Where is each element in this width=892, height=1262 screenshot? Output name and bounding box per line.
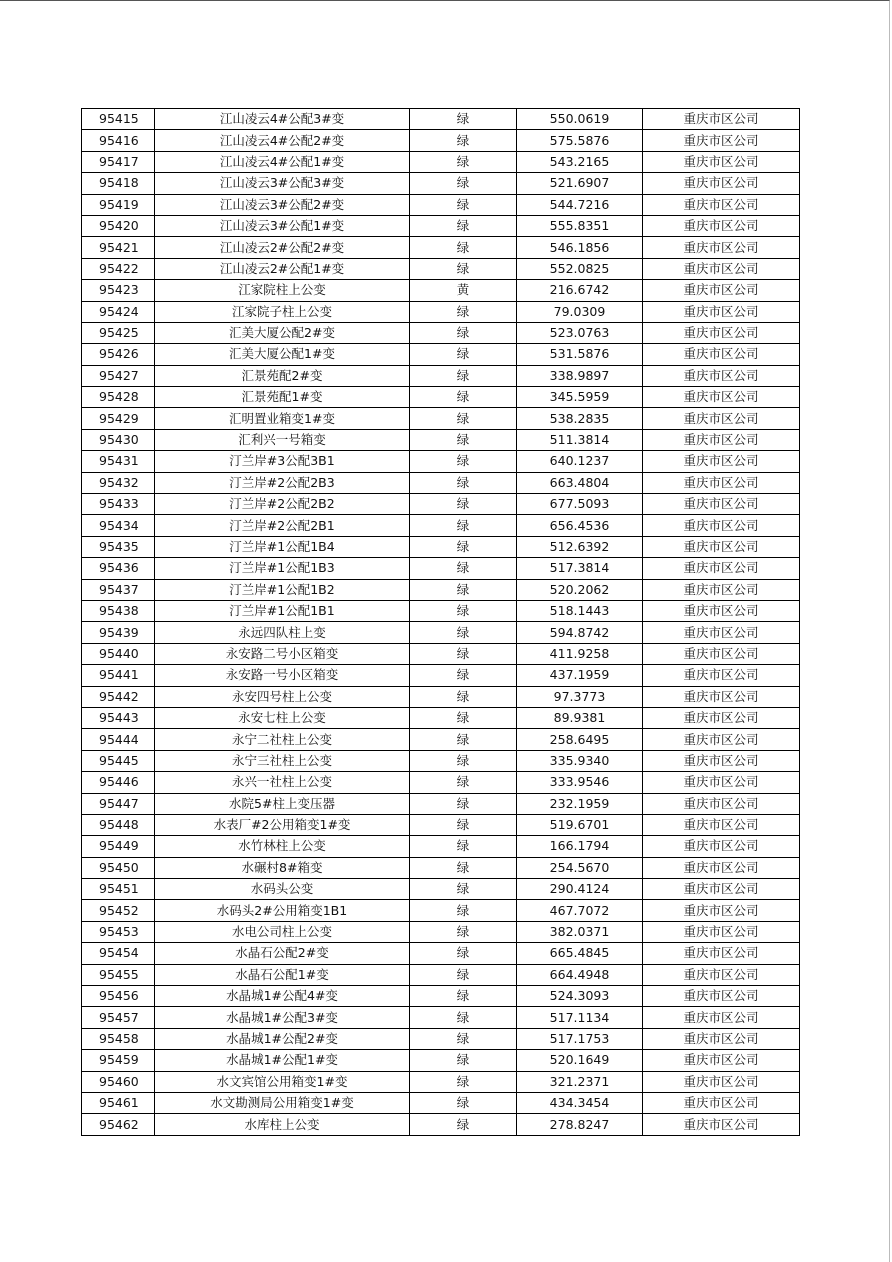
status-color-cell: 绿 [410,109,517,130]
status-color-cell: 绿 [410,665,517,686]
value-cell: 550.0619 [517,109,643,130]
value-cell: 546.1856 [517,237,643,258]
transformer-name-cell: 永安路二号小区箱变 [155,643,410,664]
row-id-cell: 95415 [82,109,155,130]
transformer-name-cell: 水院5#柱上变压器 [155,793,410,814]
value-cell: 290.4124 [517,879,643,900]
company-cell: 重庆市区公司 [643,665,800,686]
transformer-name-cell: 汇景苑配1#变 [155,387,410,408]
transformer-name-cell: 江家院柱上公变 [155,280,410,301]
transformer-name-cell: 永宁二社柱上公变 [155,729,410,750]
company-cell: 重庆市区公司 [643,921,800,942]
value-cell: 89.9381 [517,707,643,728]
status-color-cell: 绿 [410,686,517,707]
value-cell: 511.3814 [517,429,643,450]
table-row [82,472,800,493]
row-id-cell: 95420 [82,215,155,236]
row-id-cell: 95418 [82,173,155,194]
company-cell: 重庆市区公司 [643,622,800,643]
transformer-name-cell: 汀兰岸#2公配2B3 [155,472,410,493]
value-cell: 382.0371 [517,921,643,942]
row-id-cell: 95426 [82,344,155,365]
table-row [82,1007,800,1028]
transformer-name-cell: 汇美大厦公配1#变 [155,344,410,365]
table-row [82,857,800,878]
status-color-cell: 绿 [410,173,517,194]
value-cell: 524.3093 [517,986,643,1007]
row-id-cell: 95457 [82,1007,155,1028]
table-row [82,879,800,900]
transformer-name-cell: 永宁三社柱上公变 [155,750,410,771]
transformer-name-cell: 水晶城1#公配1#变 [155,1050,410,1071]
row-id-cell: 95429 [82,408,155,429]
transformer-name-cell: 江山凌云3#公配3#变 [155,173,410,194]
status-color-cell: 绿 [410,151,517,172]
status-color-cell: 绿 [410,772,517,793]
transformer-name-cell: 水库柱上公变 [155,1114,410,1135]
table-row [82,707,800,728]
company-cell: 重庆市区公司 [643,900,800,921]
status-color-cell: 绿 [410,579,517,600]
transformer-name-cell: 江山凌云3#公配2#变 [155,194,410,215]
row-id-cell: 95433 [82,494,155,515]
company-cell: 重庆市区公司 [643,387,800,408]
transformer-name-cell: 汇美大厦公配2#变 [155,322,410,343]
company-cell: 重庆市区公司 [643,130,800,151]
transformer-name-cell: 汀兰岸#1公配1B4 [155,536,410,557]
status-color-cell: 绿 [410,237,517,258]
value-cell: 519.6701 [517,814,643,835]
status-color-cell: 绿 [410,836,517,857]
status-color-cell: 绿 [410,1114,517,1135]
company-cell: 重庆市区公司 [643,964,800,985]
company-cell: 重庆市区公司 [643,258,800,279]
row-id-cell: 95439 [82,622,155,643]
status-color-cell: 绿 [410,194,517,215]
status-color-cell: 绿 [410,643,517,664]
status-color-cell: 绿 [410,857,517,878]
company-cell: 重庆市区公司 [643,600,800,621]
row-id-cell: 95441 [82,665,155,686]
status-color-cell: 绿 [410,1028,517,1049]
table-row [82,665,800,686]
status-color-cell: 绿 [410,494,517,515]
status-color-cell: 绿 [410,622,517,643]
row-id-cell: 95446 [82,772,155,793]
value-cell: 467.7072 [517,900,643,921]
transformer-name-cell: 汀兰岸#2公配2B1 [155,515,410,536]
row-id-cell: 95449 [82,836,155,857]
value-cell: 555.8351 [517,215,643,236]
row-id-cell: 95445 [82,750,155,771]
transformer-name-cell: 汇利兴一号箱变 [155,429,410,450]
table-row [82,429,800,450]
value-cell: 333.9546 [517,772,643,793]
transformer-name-cell: 永安七柱上公变 [155,707,410,728]
value-cell: 640.1237 [517,451,643,472]
table-row [82,964,800,985]
value-cell: 665.4845 [517,943,643,964]
row-id-cell: 95428 [82,387,155,408]
value-cell: 97.3773 [517,686,643,707]
value-cell: 552.0825 [517,258,643,279]
value-cell: 523.0763 [517,322,643,343]
transformer-name-cell: 汀兰岸#1公配1B3 [155,558,410,579]
row-id-cell: 95419 [82,194,155,215]
company-cell: 重庆市区公司 [643,1071,800,1092]
company-cell: 重庆市区公司 [643,729,800,750]
table-row [82,215,800,236]
value-cell: 278.8247 [517,1114,643,1135]
company-cell: 重庆市区公司 [643,986,800,1007]
row-id-cell: 95424 [82,301,155,322]
value-cell: 543.2165 [517,151,643,172]
table-row [82,772,800,793]
value-cell: 216.6742 [517,280,643,301]
status-color-cell: 绿 [410,600,517,621]
transformer-name-cell: 汇景苑配2#变 [155,365,410,386]
table-row [82,1092,800,1113]
table-row [82,151,800,172]
status-color-cell: 绿 [410,408,517,429]
value-cell: 437.1959 [517,665,643,686]
table-row [82,643,800,664]
value-cell: 575.5876 [517,130,643,151]
value-cell: 321.2371 [517,1071,643,1092]
status-color-cell: 绿 [410,964,517,985]
row-id-cell: 95417 [82,151,155,172]
row-id-cell: 95437 [82,579,155,600]
status-color-cell: 绿 [410,729,517,750]
value-cell: 517.1134 [517,1007,643,1028]
transformer-name-cell: 水文宾馆公用箱变1#变 [155,1071,410,1092]
row-id-cell: 95438 [82,600,155,621]
status-color-cell: 绿 [410,921,517,942]
table-row [82,109,800,130]
company-cell: 重庆市区公司 [643,1007,800,1028]
table-row [82,280,800,301]
status-color-cell: 绿 [410,1092,517,1113]
row-id-cell: 95454 [82,943,155,964]
status-color-cell: 绿 [410,344,517,365]
row-id-cell: 95461 [82,1092,155,1113]
table-row [82,579,800,600]
company-cell: 重庆市区公司 [643,943,800,964]
company-cell: 重庆市区公司 [643,280,800,301]
company-cell: 重庆市区公司 [643,1092,800,1113]
table-row [82,943,800,964]
transformer-name-cell: 水晶城1#公配4#变 [155,986,410,1007]
table-row [82,793,800,814]
status-color-cell: 绿 [410,900,517,921]
company-cell: 重庆市区公司 [643,879,800,900]
company-cell: 重庆市区公司 [643,301,800,322]
status-color-cell: 绿 [410,1071,517,1092]
status-color-cell: 绿 [410,814,517,835]
transformer-name-cell: 汀兰岸#1公配1B1 [155,600,410,621]
status-color-cell: 绿 [410,387,517,408]
transformer-name-cell: 水电公司柱上公变 [155,921,410,942]
row-id-cell: 95436 [82,558,155,579]
status-color-cell: 绿 [410,472,517,493]
value-cell: 517.1753 [517,1028,643,1049]
company-cell: 重庆市区公司 [643,194,800,215]
transformer-name-cell: 江山凌云4#公配3#变 [155,109,410,130]
status-color-cell: 绿 [410,793,517,814]
value-cell: 338.9897 [517,365,643,386]
transformer-name-cell: 汀兰岸#3公配3B1 [155,451,410,472]
transformer-name-cell: 水晶石公配1#变 [155,964,410,985]
company-cell: 重庆市区公司 [643,579,800,600]
transformer-name-cell: 水表厂#2公用箱变1#变 [155,814,410,835]
row-id-cell: 95452 [82,900,155,921]
row-id-cell: 95434 [82,515,155,536]
value-cell: 663.4804 [517,472,643,493]
value-cell: 434.3454 [517,1092,643,1113]
table-body [82,109,800,1136]
row-id-cell: 95448 [82,814,155,835]
company-cell: 重庆市区公司 [643,536,800,557]
status-color-cell: 绿 [410,301,517,322]
value-cell: 512.6392 [517,536,643,557]
status-color-cell: 绿 [410,215,517,236]
status-color-cell: 绿 [410,451,517,472]
company-cell: 重庆市区公司 [643,344,800,365]
value-cell: 411.9258 [517,643,643,664]
table-row [82,900,800,921]
table-row [82,1071,800,1092]
row-id-cell: 95423 [82,280,155,301]
value-cell: 531.5876 [517,344,643,365]
value-cell: 79.0309 [517,301,643,322]
status-color-cell: 绿 [410,1007,517,1028]
value-cell: 664.4948 [517,964,643,985]
table-row [82,921,800,942]
transformer-name-cell: 汇明置业箱变1#变 [155,408,410,429]
status-color-cell: 绿 [410,1050,517,1071]
row-id-cell: 95427 [82,365,155,386]
row-id-cell: 95456 [82,986,155,1007]
status-color-cell: 绿 [410,515,517,536]
table-row [82,600,800,621]
company-cell: 重庆市区公司 [643,1050,800,1071]
value-cell: 254.5670 [517,857,643,878]
transformer-name-cell: 江山凌云4#公配2#变 [155,130,410,151]
company-cell: 重庆市区公司 [643,494,800,515]
transformer-table [81,108,800,1136]
company-cell: 重庆市区公司 [643,814,800,835]
company-cell: 重庆市区公司 [643,772,800,793]
table-row [82,1114,800,1135]
table-row [82,494,800,515]
company-cell: 重庆市区公司 [643,109,800,130]
row-id-cell: 95440 [82,643,155,664]
transformer-name-cell: 永安四号柱上公变 [155,686,410,707]
table-row [82,173,800,194]
status-color-cell: 黄 [410,280,517,301]
company-cell: 重庆市区公司 [643,515,800,536]
transformer-name-cell: 水晶城1#公配3#变 [155,1007,410,1028]
status-color-cell: 绿 [410,558,517,579]
row-id-cell: 95430 [82,429,155,450]
table-row [82,365,800,386]
value-cell: 677.5093 [517,494,643,515]
row-id-cell: 95421 [82,237,155,258]
transformer-name-cell: 江山凌云2#公配2#变 [155,237,410,258]
transformer-name-cell: 水碾村8#箱变 [155,857,410,878]
status-color-cell: 绿 [410,536,517,557]
row-id-cell: 95460 [82,1071,155,1092]
value-cell: 166.1794 [517,836,643,857]
value-cell: 232.1959 [517,793,643,814]
transformer-name-cell: 汀兰岸#1公配1B2 [155,579,410,600]
status-color-cell: 绿 [410,130,517,151]
company-cell: 重庆市区公司 [643,237,800,258]
company-cell: 重庆市区公司 [643,1114,800,1135]
company-cell: 重庆市区公司 [643,1028,800,1049]
table-row [82,558,800,579]
company-cell: 重庆市区公司 [643,472,800,493]
table-row [82,1028,800,1049]
company-cell: 重庆市区公司 [643,451,800,472]
row-id-cell: 95444 [82,729,155,750]
company-cell: 重庆市区公司 [643,686,800,707]
transformer-name-cell: 水晶城1#公配2#变 [155,1028,410,1049]
status-color-cell: 绿 [410,429,517,450]
value-cell: 520.1649 [517,1050,643,1071]
value-cell: 518.1443 [517,600,643,621]
transformer-name-cell: 水晶石公配2#变 [155,943,410,964]
table-row [82,194,800,215]
transformer-name-cell: 永兴一社柱上公变 [155,772,410,793]
company-cell: 重庆市区公司 [643,151,800,172]
value-cell: 594.8742 [517,622,643,643]
table-row [82,515,800,536]
value-cell: 258.6495 [517,729,643,750]
table-row [82,408,800,429]
value-cell: 335.9340 [517,750,643,771]
row-id-cell: 95453 [82,921,155,942]
table-row [82,729,800,750]
table-row [82,536,800,557]
company-cell: 重庆市区公司 [643,173,800,194]
table-row [82,451,800,472]
company-cell: 重庆市区公司 [643,215,800,236]
company-cell: 重庆市区公司 [643,707,800,728]
status-color-cell: 绿 [410,986,517,1007]
table-row [82,301,800,322]
transformer-name-cell: 江山凌云4#公配1#变 [155,151,410,172]
row-id-cell: 95458 [82,1028,155,1049]
company-cell: 重庆市区公司 [643,857,800,878]
row-id-cell: 95442 [82,686,155,707]
value-cell: 517.3814 [517,558,643,579]
transformer-name-cell: 江山凌云3#公配1#变 [155,215,410,236]
company-cell: 重庆市区公司 [643,836,800,857]
status-color-cell: 绿 [410,707,517,728]
transformer-name-cell: 永远四队柱上变 [155,622,410,643]
row-id-cell: 95432 [82,472,155,493]
transformer-name-cell: 水文勘测局公用箱变1#变 [155,1092,410,1113]
transformer-name-cell: 永安路一号小区箱变 [155,665,410,686]
value-cell: 345.5959 [517,387,643,408]
table-row [82,622,800,643]
status-color-cell: 绿 [410,879,517,900]
value-cell: 544.7216 [517,194,643,215]
row-id-cell: 95450 [82,857,155,878]
row-id-cell: 95425 [82,322,155,343]
table-row [82,686,800,707]
status-color-cell: 绿 [410,322,517,343]
company-cell: 重庆市区公司 [643,750,800,771]
status-color-cell: 绿 [410,943,517,964]
row-id-cell: 95455 [82,964,155,985]
row-id-cell: 95459 [82,1050,155,1071]
status-color-cell: 绿 [410,258,517,279]
table-row [82,130,800,151]
row-id-cell: 95462 [82,1114,155,1135]
table-row [82,836,800,857]
table-row [82,750,800,771]
company-cell: 重庆市区公司 [643,558,800,579]
company-cell: 重庆市区公司 [643,408,800,429]
value-cell: 538.2835 [517,408,643,429]
transformer-name-cell: 江家院子柱上公变 [155,301,410,322]
transformer-name-cell: 江山凌云2#公配1#变 [155,258,410,279]
table-row [82,814,800,835]
table-row [82,258,800,279]
table-row [82,237,800,258]
row-id-cell: 95447 [82,793,155,814]
row-id-cell: 95435 [82,536,155,557]
table-row [82,986,800,1007]
row-id-cell: 95443 [82,707,155,728]
table-row [82,387,800,408]
status-color-cell: 绿 [410,750,517,771]
status-color-cell: 绿 [410,365,517,386]
company-cell: 重庆市区公司 [643,643,800,664]
row-id-cell: 95416 [82,130,155,151]
row-id-cell: 95422 [82,258,155,279]
value-cell: 656.4536 [517,515,643,536]
row-id-cell: 95451 [82,879,155,900]
company-cell: 重庆市区公司 [643,429,800,450]
table-row [82,322,800,343]
company-cell: 重庆市区公司 [643,322,800,343]
company-cell: 重庆市区公司 [643,793,800,814]
transformer-name-cell: 水竹林柱上公变 [155,836,410,857]
table-row [82,344,800,365]
company-cell: 重庆市区公司 [643,365,800,386]
value-cell: 521.6907 [517,173,643,194]
row-id-cell: 95431 [82,451,155,472]
transformer-name-cell: 水码头公变 [155,879,410,900]
value-cell: 520.2062 [517,579,643,600]
transformer-name-cell: 水码头2#公用箱变1B1 [155,900,410,921]
transformer-name-cell: 汀兰岸#2公配2B2 [155,494,410,515]
table-row [82,1050,800,1071]
